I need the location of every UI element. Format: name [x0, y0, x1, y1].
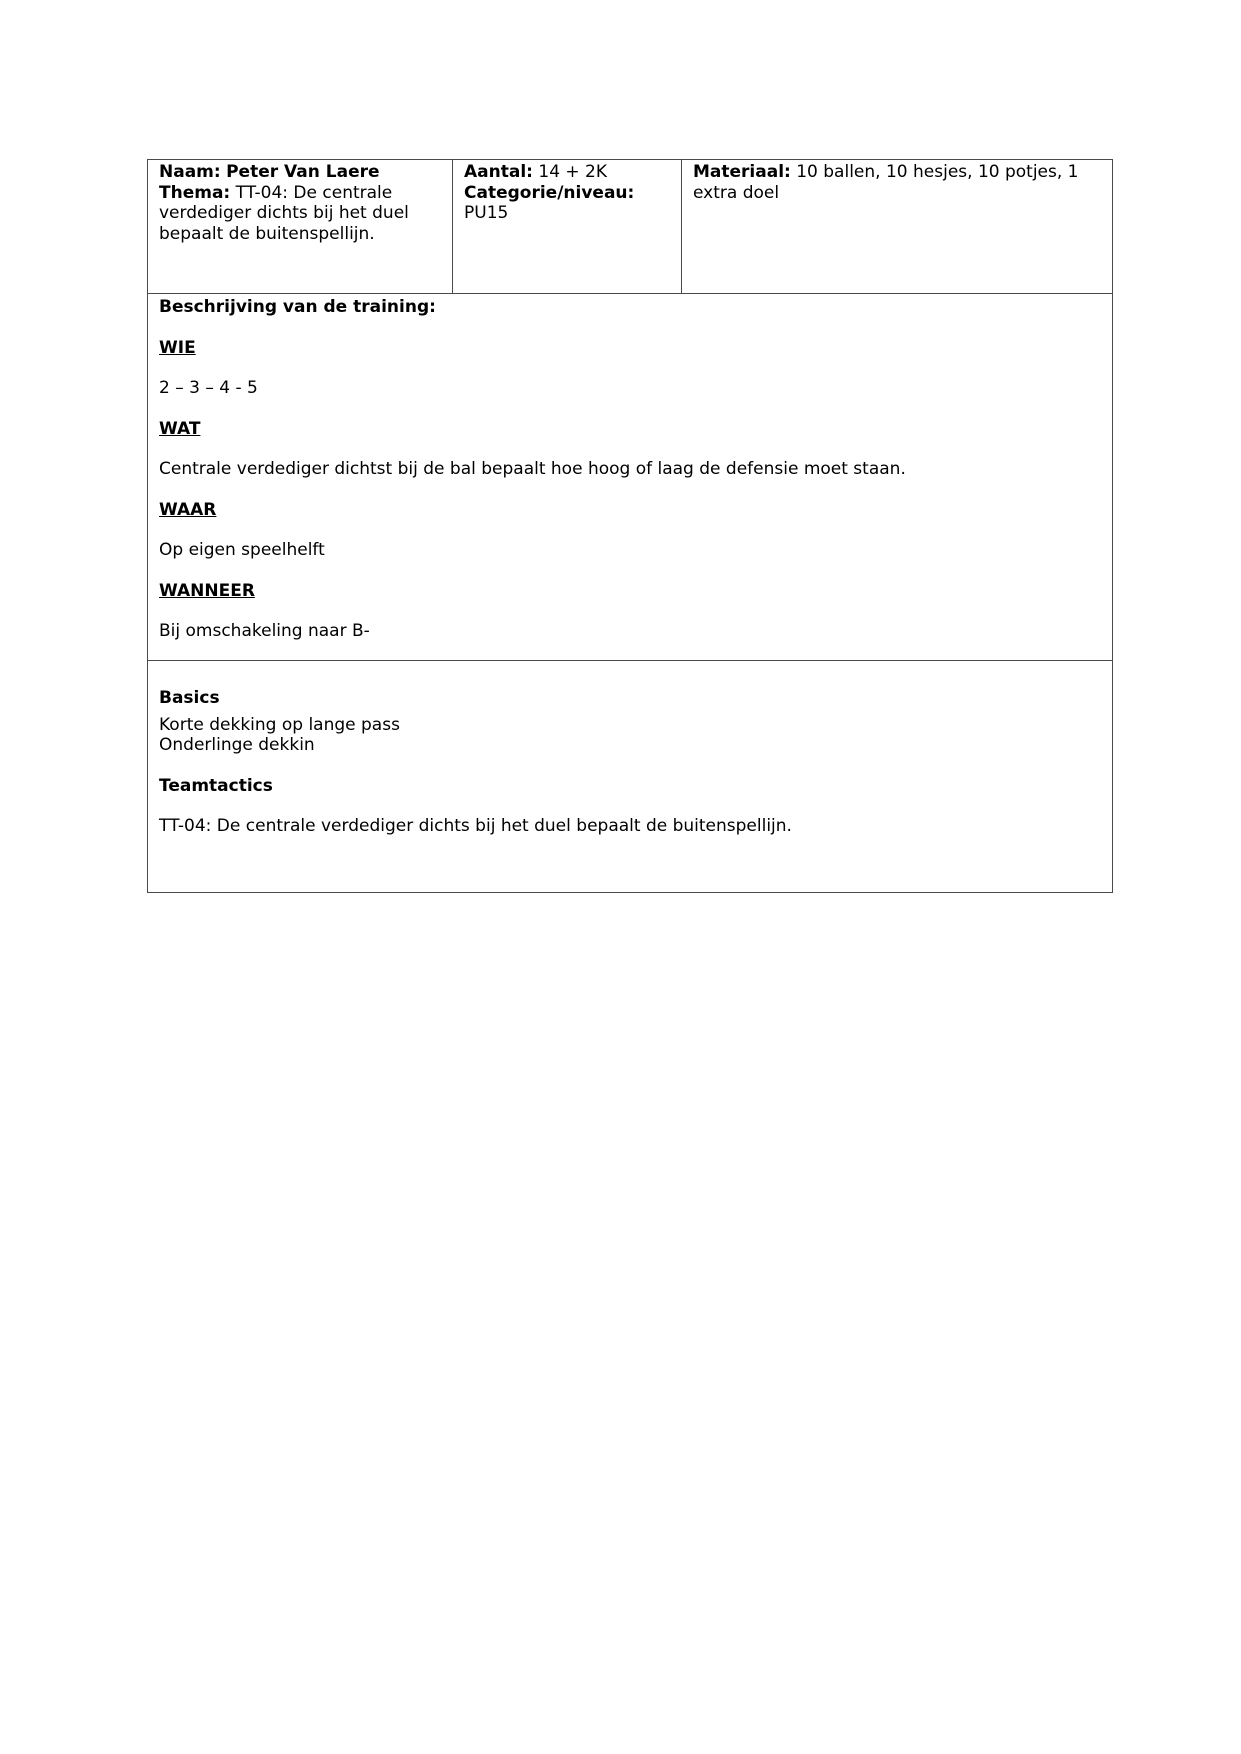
waar-heading: WAAR	[159, 499, 217, 520]
naam-label: Naam:	[159, 162, 221, 182]
header-row	[148, 160, 1113, 294]
categorie-value: PU15	[464, 203, 509, 223]
wat-text: Centrale verdediger dichtst bij de bal bepaalt hoe hoog of laag de defensie moet staan.	[159, 459, 906, 479]
description-cell	[148, 294, 1113, 661]
materiaal-label: Materiaal:	[693, 162, 791, 182]
categorie-label: Categorie/niveau:	[464, 182, 635, 203]
basics-title: Basics	[159, 688, 220, 708]
thema-value: TT-04: De centrale verdediger dichts bij het duel bepaalt de buitenspellijn.	[159, 182, 409, 244]
basics-line: Korte dekking op lange pass	[159, 714, 400, 735]
description-title: Beschrijving van de training:	[159, 297, 436, 317]
basics-cell	[148, 661, 1113, 893]
basics-line: Onderlinge dekkin	[159, 735, 315, 755]
wat-heading: WAT	[159, 418, 201, 439]
thema-label: Thema:	[159, 182, 231, 203]
aantal-label: Aantal:	[464, 162, 533, 182]
training-form-table	[147, 159, 1113, 893]
teamtactics-text: TT-04: De centrale verdediger dichts bij het duel bepaalt de buitenspellijn.	[159, 816, 792, 836]
teamtactics-title: Teamtactics	[159, 775, 273, 796]
materiaal-value: 10 ballen, 10 hesjes, 10 potjes, 1 extra doel	[693, 162, 1079, 203]
materiaal-line	[693, 162, 1101, 203]
materiaal-cell	[682, 160, 1113, 294]
wie-heading: WIE	[159, 337, 196, 358]
thema-line	[159, 183, 441, 245]
wanneer-text: Bij omschakeling naar B-	[159, 621, 370, 641]
aantal-line	[464, 162, 670, 183]
aantal-value: 14 + 2K	[538, 162, 608, 182]
description-row	[148, 294, 1113, 661]
waar-text: Op eigen speelhelft	[159, 540, 325, 560]
name-theme-cell	[148, 160, 453, 294]
wie-text: 2 – 3 – 4 - 5	[159, 378, 258, 398]
naam-value: Peter Van Laere	[226, 162, 380, 182]
naam-line	[159, 162, 441, 183]
aantal-categorie-cell	[453, 160, 682, 294]
wanneer-heading: WANNEER	[159, 580, 255, 601]
basics-row	[148, 661, 1113, 893]
